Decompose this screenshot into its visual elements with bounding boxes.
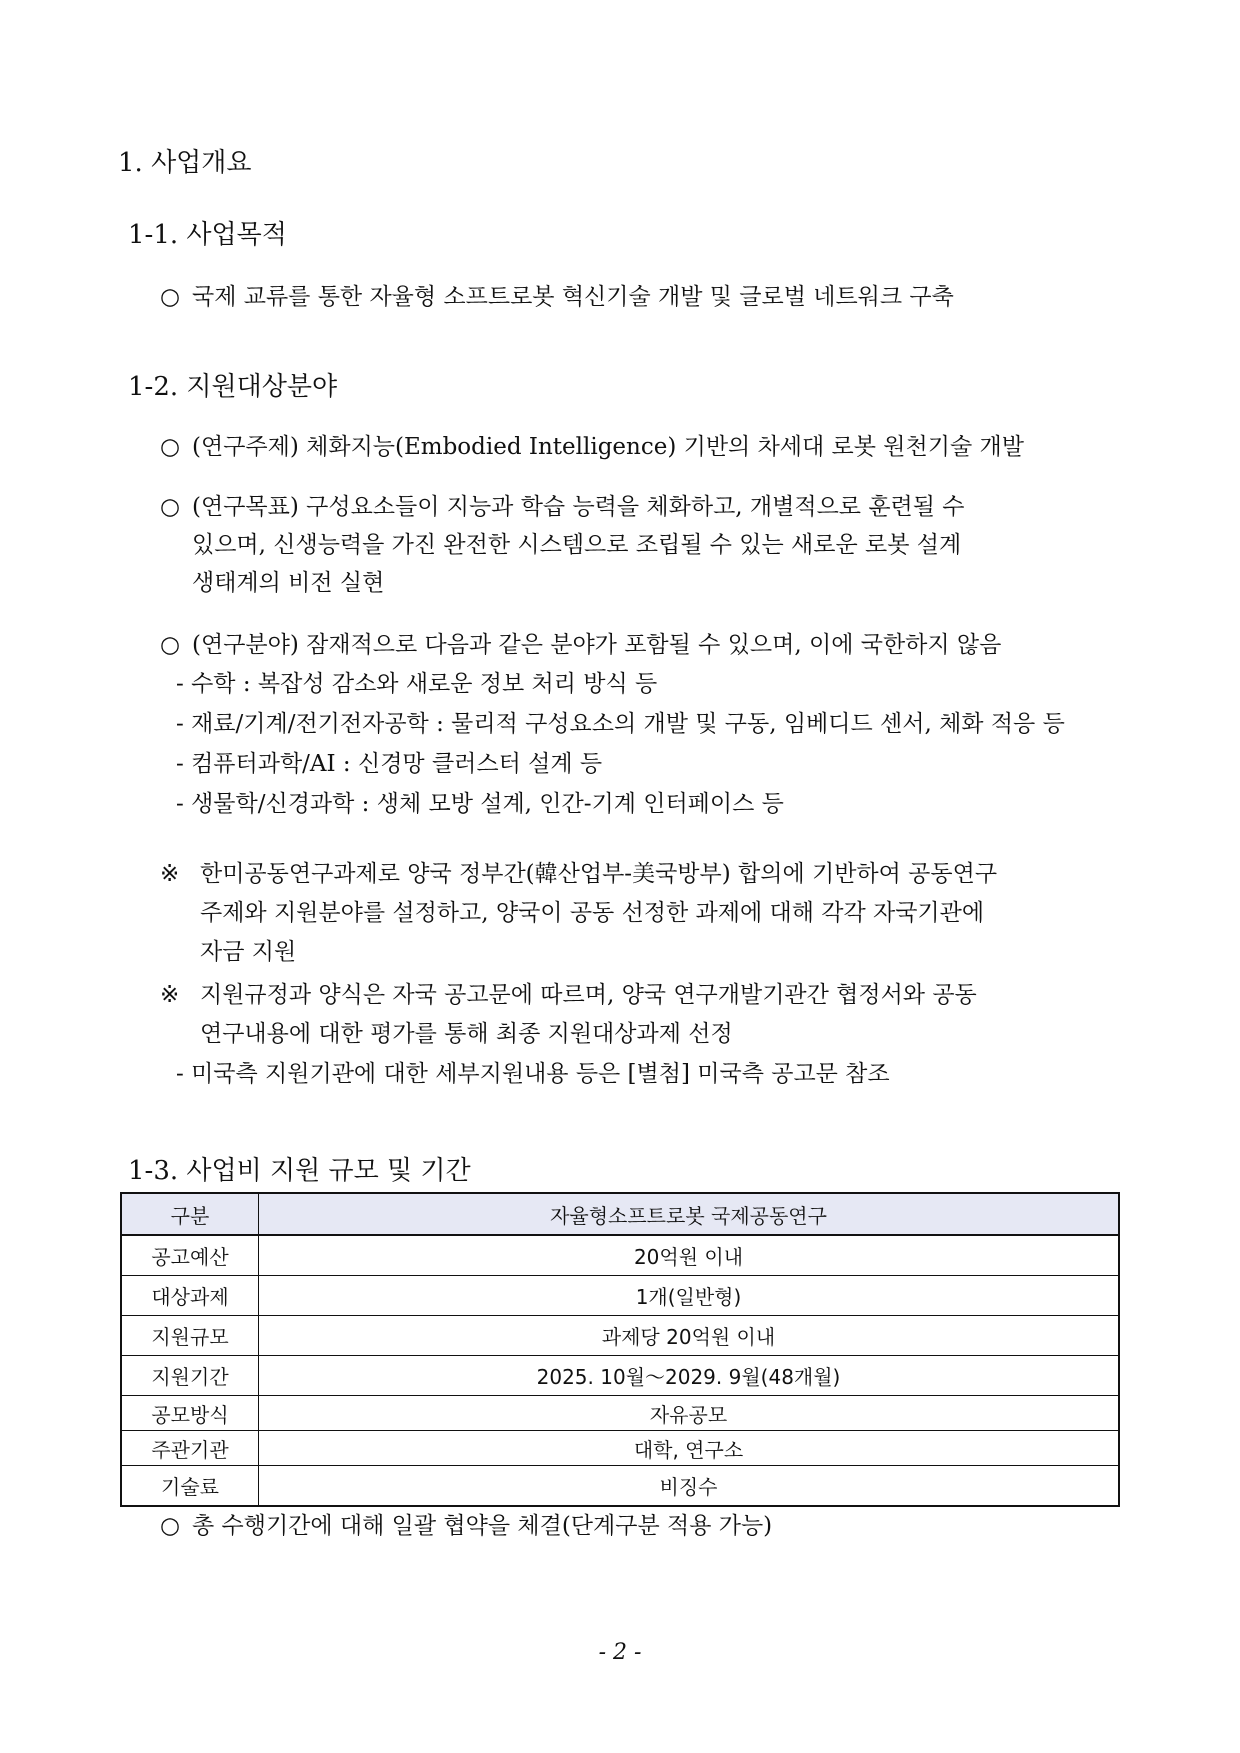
- row-value: 20억원 이내: [259, 1235, 1120, 1276]
- section-title: 1. 사업개요: [118, 148, 252, 178]
- area-item-bio: - 생물학/신경과학 : 생체 모방 설계, 인간-기계 인터페이스 등: [176, 791, 784, 817]
- note-2-line-1: 지원규정과 양식은 자국 공고문에 따르며, 양국 연구개발기관간 협정서와 공동: [200, 982, 977, 1008]
- table-row: [121, 1316, 1119, 1356]
- topic-item: [160, 436, 1024, 459]
- note-2: [160, 984, 977, 1007]
- budget-table: [120, 1192, 1120, 1507]
- note-1-line-2: 주제와 지원분야를 설정하고, 양국이 공동 선정한 과제에 대해 각각 자국기관에: [200, 900, 985, 926]
- bullet-mark: ○: [160, 434, 181, 460]
- topic-text: (연구주제) 체화지능(Embodied Intelligence) 기반의 차세대 로봇 원천기술 개발: [192, 434, 1024, 460]
- table-row: [121, 1431, 1119, 1466]
- row-value: 1개(일반형): [259, 1276, 1120, 1316]
- note-1-line-1: 한미공동연구과제로 양국 정부간(韓산업부-美국방부) 합의에 기반하여 공동연구: [200, 861, 998, 887]
- note-2-line-2: 연구내용에 대한 평가를 통해 최종 지원대상과제 선정: [200, 1021, 733, 1047]
- row-value: 비징수: [259, 1466, 1120, 1507]
- row-label: 기술료: [121, 1466, 259, 1507]
- area-item-materials: - 재료/기계/전기전자공학 : 물리적 구성요소의 개발 및 구동, 임베디드 센서, 체화 적응 등: [176, 711, 1065, 737]
- note-mark: ※: [160, 982, 180, 1008]
- row-value: 과제당 20억원 이내: [259, 1316, 1120, 1356]
- note-1-line-3: 자금 지원: [200, 939, 297, 965]
- purpose-heading: 1-1. 사업목적: [128, 220, 287, 250]
- row-label: 주관기관: [121, 1431, 259, 1466]
- table-row: [121, 1396, 1119, 1431]
- goal-line-1: (연구목표) 구성요소들이 지능과 학습 능력을 체화하고, 개별적으로 훈련될 수: [192, 494, 965, 520]
- row-value: 자유공모: [259, 1396, 1120, 1431]
- table-row: [121, 1356, 1119, 1396]
- page-number: - 2 -: [598, 1640, 642, 1665]
- row-label: 대상과제: [121, 1276, 259, 1316]
- row-label: 공모방식: [121, 1396, 259, 1431]
- bullet-mark: ○: [160, 1513, 181, 1539]
- row-label: 지원기간: [121, 1356, 259, 1396]
- goal-line-2: 있으며, 신생능력을 가진 완전한 시스템으로 조립될 수 있는 새로운 로봇 설계: [192, 532, 962, 558]
- table-row: [121, 1276, 1119, 1316]
- fields-heading: 1-2. 지원대상분야: [128, 372, 338, 402]
- goal-item: [160, 496, 965, 519]
- budget-footnote-text: 총 수행기간에 대해 일괄 협약을 체결(단계구분 적용 가능): [192, 1513, 773, 1539]
- note-mark: ※: [160, 861, 180, 887]
- goal-line-3: 생태계의 비전 실현: [192, 570, 385, 596]
- row-value: 대학, 연구소: [259, 1431, 1120, 1466]
- bullet-mark: ○: [160, 632, 181, 658]
- purpose-item: [160, 286, 954, 309]
- table-row: [121, 1466, 1119, 1507]
- budget-heading: 1-3. 사업비 지원 규모 및 기간: [128, 1156, 471, 1186]
- budget-footnote: [160, 1515, 772, 1538]
- row-label: 공고예산: [121, 1235, 259, 1276]
- table-header-row: [121, 1193, 1119, 1235]
- purpose-text: 국제 교류를 통한 자율형 소프트로봇 혁신기술 개발 및 글로벌 네트워크 구축: [192, 284, 954, 310]
- area-intro-item: [160, 634, 1001, 657]
- row-label: 지원규모: [121, 1316, 259, 1356]
- table-row: [121, 1235, 1119, 1276]
- note-sub: - 미국측 지원기관에 대한 세부지원내용 등은 [별첨] 미국측 공고문 참조: [176, 1061, 890, 1087]
- note-1: [160, 863, 997, 886]
- table-header-cell: 구분: [121, 1193, 259, 1235]
- area-item-math: - 수학 : 복잡성 감소와 새로운 정보 처리 방식 등: [176, 671, 658, 697]
- row-value: 2025. 10월～2029. 9월(48개월): [259, 1356, 1120, 1396]
- table-header-cell: 자율형소프트로봇 국제공동연구: [259, 1193, 1120, 1235]
- area-intro-text: (연구분야) 잠재적으로 다음과 같은 분야가 포함될 수 있으며, 이에 국한하지 않음: [192, 632, 1002, 658]
- bullet-mark: ○: [160, 494, 181, 520]
- area-item-cs: - 컴퓨터과학/AI : 신경망 클러스터 설계 등: [176, 751, 603, 777]
- bullet-mark: ○: [160, 284, 181, 310]
